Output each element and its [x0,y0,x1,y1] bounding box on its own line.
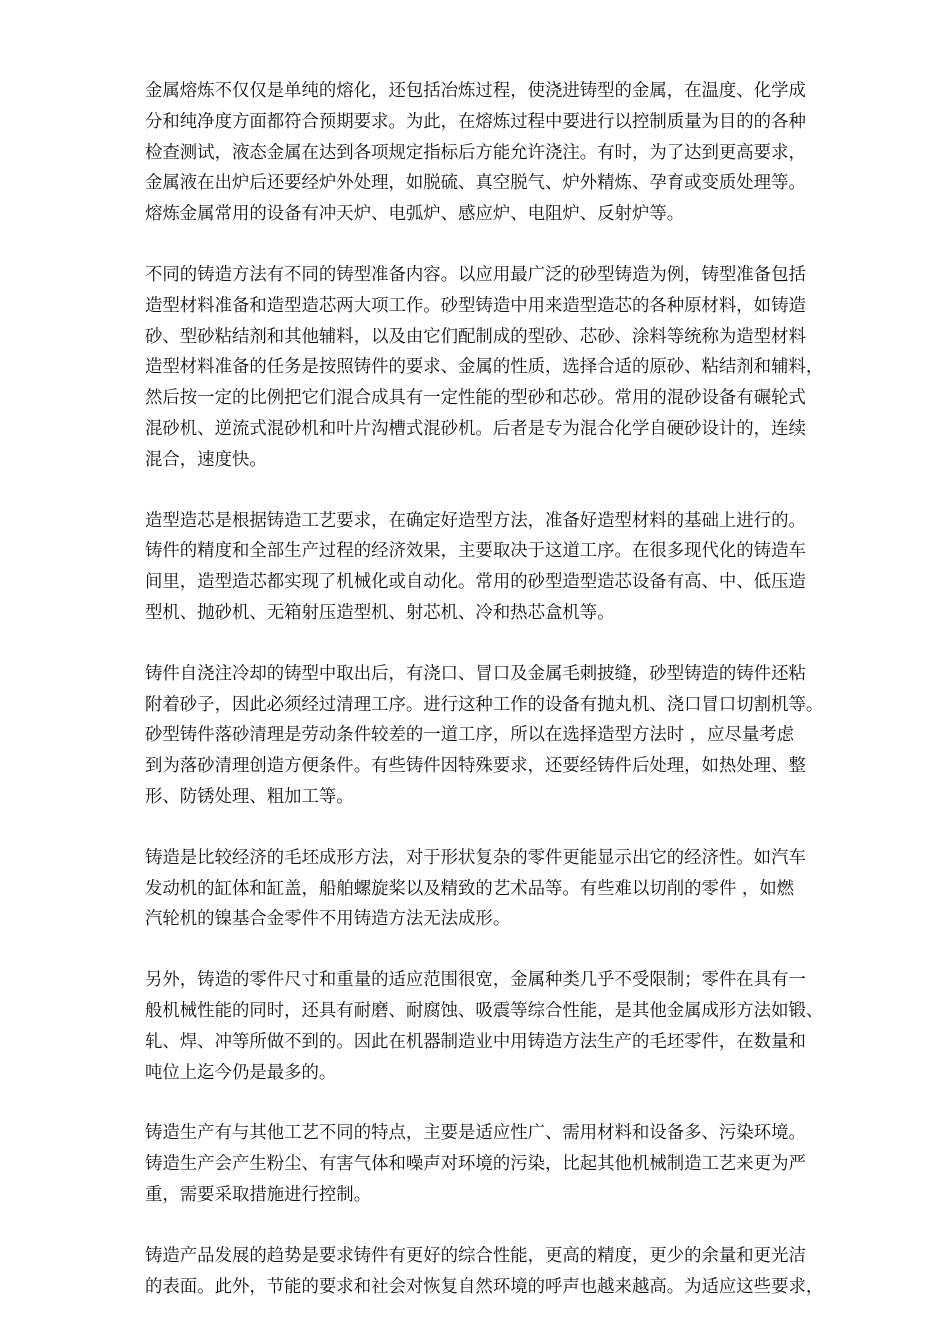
text-line: 的表面。此外，节能的要求和社会对恢复自然环境的呼声也越来越高。为适应这些要求， [145,1276,824,1297]
paragraph-trends [145,1241,880,1303]
text-line: 混砂机、逆流式混砂机和叶片沟槽式混砂机。后者是专为混合化学自硬砂设计的，连续 [145,418,806,439]
text-line: 铸件自浇注冷却的铸型中取出后，有浇口、冒口及金属毛刺披缝，砂型铸造的铸件还粘 [145,663,806,684]
paragraph-cleaning [145,659,880,813]
text-line: 砂型铸件落砂清理是劳动条件较差的一道工序，所以在选择造型方法时 ，应尽量考虑 [145,725,794,746]
text-line: 砂、型砂粘结剂和其他辅料，以及由它们配制成的型砂、芯砂、涂料等统称为造型材料 [145,326,806,347]
paragraph-characteristics [145,1118,880,1210]
text-line: 发动机的缸体和缸盖，船舶螺旋桨以及精致的艺术品等。有些难以切削的零件 ，如燃 [145,878,794,899]
text-line: 般机械性能的同时，还具有耐磨、耐腐蚀、吸震等综合性能，是其他金属成形方法如锻、 [145,1000,824,1021]
paragraph-molding-coremaking [145,506,880,629]
text-line: 检查测试，液态金属在达到各项规定指标后方能允许浇注。有时，为了达到更高要求， [145,142,806,163]
text-line: 铸造生产会产生粉尘、有害气体和噪声对环境的污染，比起其他机械制造工艺来更为严 [145,1154,806,1175]
document-page [145,76,880,1332]
text-line: 汽轮机的镍基合金零件不用铸造方法无法成形。 [145,909,511,930]
text-line: 重，需要采取措施进行控制。 [145,1184,372,1205]
paragraph-range [145,965,880,1088]
paragraph-mold-preparation [145,260,880,476]
text-line: 混合，速度快。 [145,449,267,470]
text-line: 金属熔炼不仅仅是单纯的熔化，还包括冶炼过程，使浇进铸型的金属，在温度、化学成 [145,81,806,101]
text-line: 吨位上迄今仍是最多的。 [145,1062,337,1083]
text-line: 铸件的精度和全部生产过程的经济效果，主要取决于这道工序。在很多现代化的铸造车 [145,541,806,562]
text-line: 不同的铸造方法有不同的铸型准备内容。以应用最广泛的砂型铸造为例，铸型准备包括 [145,264,806,285]
text-line: 铸造产品发展的趋势是要求铸件有更好的综合性能，更高的精度，更少的余量和更光洁 [145,1245,806,1266]
text-line: 铸造生产有与其他工艺不同的特点，主要是适应性广、需用材料和设备多、污染环境。 [145,1123,806,1144]
paragraph-economy [145,843,880,935]
text-line: 造型造芯是根据铸造工艺要求，在确定好造型方法，准备好造型材料的基础上进行的。 [145,510,806,531]
text-line: 轧、焊、冲等所做不到的。因此在机器制造业中用铸造方法生产的毛坯零件，在数量和 [145,1031,806,1052]
text-line: 熔炼金属常用的设备有冲天炉、电弧炉、感应炉、电阻炉、反射炉等。 [145,204,685,225]
text-line: 造型材料准备的任务是按照铸件的要求、金属的性质，选择合适的原砂、粘结剂和辅料， [145,357,824,378]
text-line: 铸造是比较经济的毛坯成形方法，对于形状复杂的零件更能显示出它的经济性。如汽车 [145,847,806,868]
paragraph-smelting [145,76,880,230]
text-line: 型机、抛砂机、无箱射压造型机、射芯机、冷和热芯盒机等。 [145,602,615,623]
text-line: 分和纯净度方面都符合预期要求。为此，在熔炼过程中要进行以控制质量为目的的各种 [145,111,806,132]
text-line: 间里，造型造芯都实现了机械化或自动化。常用的砂型造型造芯设备有高、中、低压造 [145,572,806,593]
text-line: 造型材料准备和造型造芯两大项工作。砂型铸造中用来造型造芯的各种原材料，如铸造 [145,295,806,316]
text-line: 到为落砂清理创造方便条件。有些铸件因特殊要求，还要经铸件后处理，如热处理、整 [145,756,806,777]
text-line: 另外，铸造的零件尺寸和重量的适应范围很宽，金属种类几乎不受限制；零件在具有一 [145,970,806,991]
text-line: 附着砂子，因此必须经过清理工序。进行这种工作的设备有抛丸机、浇口冒口切割机等。 [145,694,824,715]
text-line: 然后按一定的比例把它们混合成具有一定性能的型砂和芯砂。常用的混砂设备有碾轮式 [145,388,806,409]
text-line: 形、防锈处理、粗加工等。 [145,786,354,807]
text-line: 金属液在出炉后还要经炉外处理，如脱硫、真空脱气、炉外精炼、孕育或变质处理等。 [145,173,806,194]
